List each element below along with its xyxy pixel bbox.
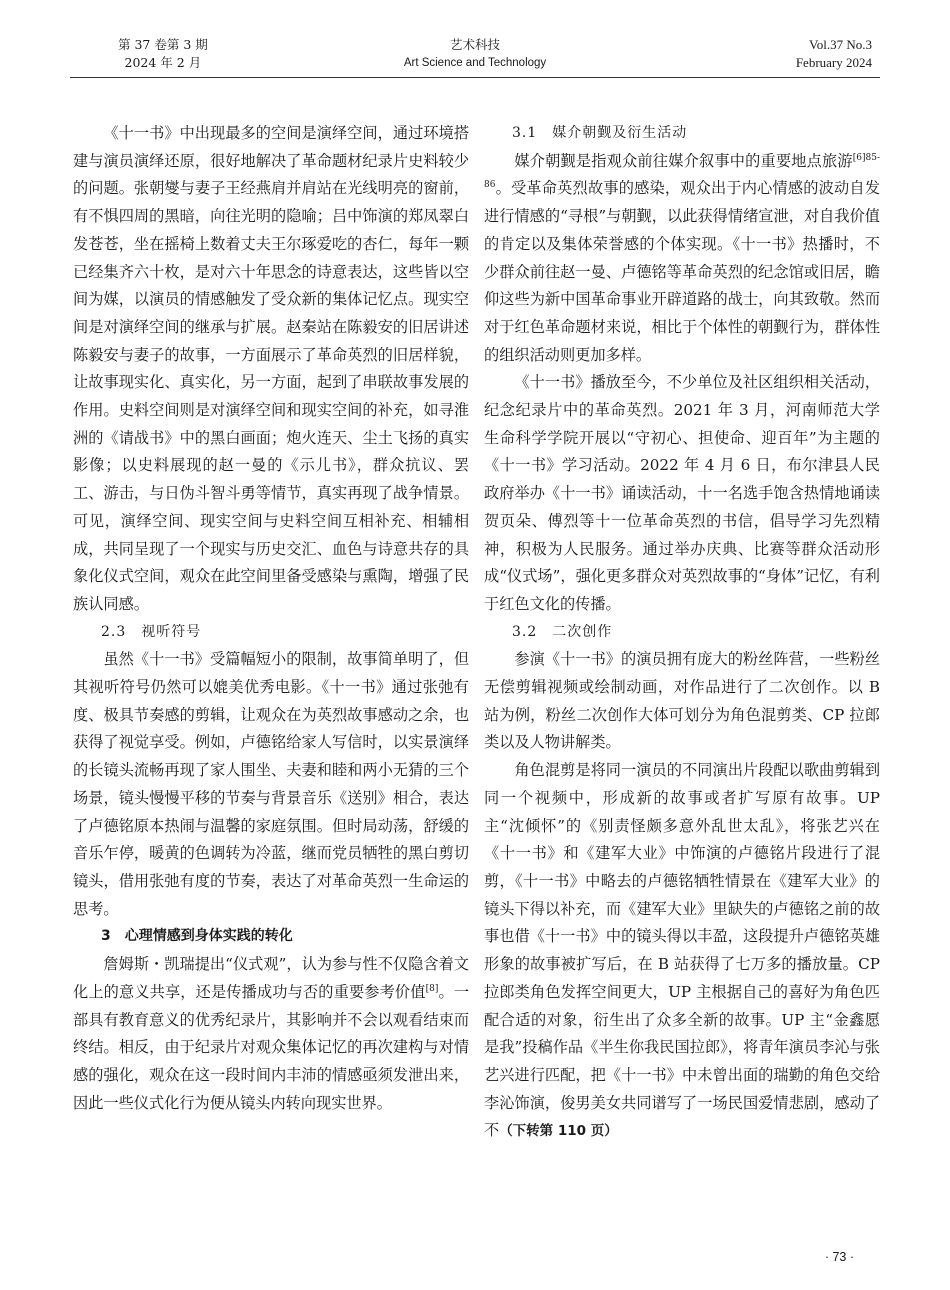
section-heading-3: 3 心理情感到身体实践的转化: [101, 928, 293, 945]
volume-issue: 第 37 卷第 3 期: [118, 37, 208, 52]
page-header: [70, 36, 880, 76]
issue-date: 2024 年 2 月: [124, 55, 202, 70]
paragraph: 参演《十一书》的演员拥有庞大的粉丝阵营，一些粉丝无偿剪辑视频或绘制动画，对作品进行了二次创作。以 B 站为例，粉丝二次创作大体可划分为角色混剪类、CP 拉郎类以及人物讲解类。: [484, 650, 880, 752]
citation-ref: [6]85-86: [484, 152, 880, 191]
continued-note: （下转第 110 页）: [499, 1123, 618, 1140]
paragraph-text: 詹姆斯・凯瑞提出“仪式观”，认为参与性不仅隐含着文化上的意义共享，还是传播成功与否的重要参考价值: [73, 955, 469, 1001]
paragraph-text: 。一部具有教育意义的优秀纪录片，其影响并不会以观看结束而终结。相反，由于纪录片对观众集体记忆的再次建构与对情感的强化，观众在这一段时间内丰沛的情感亟须发泄出来，因此一些仪式化行为便从镜头内转向现实世界。: [73, 982, 470, 1112]
journal-title-en: Art Science and Technology: [403, 57, 547, 69]
header-rule: [70, 77, 880, 78]
section-heading-2-3: 2.3 视听符号: [101, 623, 202, 640]
journal-title: [70, 36, 880, 72]
paragraph: [484, 757, 880, 1146]
paragraph-text: 。受革命英烈故事的感染，观众出于内心情感的波动自发进行情感的“寻根”与朝觐，以此获得情绪宣泄，对自我价值的肯定以及集体荣誉感的个体实现。《十一书》热播时，不少群众前往赵一曼、卢德铭等革命英烈的纪念馆或旧居，瞻仰这些为新中国革命事业开辟道路的战士，向其致敬。然而对于红色革命题材来说，相比于个体性的朝觐行为，群体性的组织活动则更加多样。: [484, 179, 880, 364]
journal-issue-en: [796, 36, 872, 72]
paragraph: 《十一书》中出现最多的空间是演绎空间，通过环境搭建与演员演绎还原，很好地解决了革命题材纪录片史料较少的问题。张朝燮与妻子王经燕肩并肩站在光线明亮的窗前，有不惧四周的黑暗，向往光明的隐喻；吕中饰演的郑凤翠白发苍苍，坐在摇椅上数着丈夫王尔琢爱吃的杏仁，每年一颗已经集齐六十枚，是对六十年思念的诗意表达，这些皆以空间为媒，以演员的情感触发了受众新的集体记忆点。现实空间是对演绎空间的继承与扩展。赵秦站在陈毅安的旧居讲述陈毅安与妻子的故事，一方面展示了革命英烈的旧居样貌，让故事现实化、真实化，另一方面，起到了串联故事发展的作用。史料空间则是对演绎空间和现实空间的补充，如寻淮洲的《请战书》中的黑白画面；炮火连天、尘土飞扬的真实影像；以史料展现的赵一曼的《示儿书》，群众抗议、罢工、游击，与日伪斗智斗勇等情节，真实再现了战争情景。可见，演绎空间、现实空间与史料空间互相补充、相辅相成，共同呈现了一个现实与历史交汇、血色与诗意共存的具象化仪式空间，观众在此空间里备受感染与熏陶，增强了民族认同感。: [73, 124, 469, 613]
issue-date-en: February 2024: [795, 55, 872, 70]
paragraph-text: 角色混剪是将同一演员的不同演出片段配以歌曲剪辑到同一个视频中，形成新的故事或者扩写原有故事。UP 主“沈倾怀”的《别责怪颇多意外乱世太乱》，将张艺兴在《十一书》和《建军大业》中饰演的卢德铭片段进行了混剪，《十一书》中略去的卢德铭牺牲情景在《建军大业》的镜头下得以补充，而《建军大业》里缺失的卢德铭之前的故事也借《十一书》中的镜头得以丰盈，这段提升卢德铭英雄形象的故事被扩写后，在 B 站获得了七万多的播放量。CP 拉郎类角色发挥空间更大，UP 主根据自己的喜好为角色匹配合适的对象，衍生出了众多全新的故事。UP 主“金鑫愿是我”投稿作品《半生你我民国拉郎》，将青年演员李沁与张艺兴进行匹配，把《十一书》中未曾出面的瑞勤的角色交给李沁饰演，俊男美女共同谱写了一场民国爱情悲剧，感动了不: [484, 761, 880, 1140]
section-heading-3-1: 3.1 媒介朝觐及衍生活动: [512, 125, 688, 141]
paragraph: 《十一书》播放至今，不少单位及社区组织相关活动，纪念纪录片中的革命英烈。2021 年 3 月，河南师范大学生命科学学院开展以“守初心、担使命、迎百年”为主题的《十一书》学习活动。2022 年 4 月 6 日，布尔津县人民政府举办《十一书》诵读活动，十一名选手饱含热情地诵读贺页朵、傅烈等十一位革命英烈的书信，倡导学习先烈精神，积极为人民服务。通过举办庆典、比赛等群众活动形成“仪式场”，强化更多群众对英烈故事的“身体”记忆，有利于红色文化的传播。: [484, 373, 880, 613]
paragraph: 虽然《十一书》受篇幅短小的限制，故事简单明了，但其视听符号仍然可以媲美优秀电影。《十一书》通过张弛有度、极具节奏感的剪辑，让观众在为英烈故事感动之余，也获得了视觉享受。例如，卢德铭给家人写信时，以实景演绎的长镜头流畅再现了家人围坐、夫妻和睦和两小无猜的三个场景，镜头慢慢平移的节奏与背景音乐《送别》相合，表达了卢德铭原本热闹与温馨的家庭氛围。但时局动荡，舒缓的音乐乍停，暖黄的色调转为冷蓝，继而党员牺牲的黑白剪切镜头，借用张弛有度的节奏，表达了对革命英烈一生命运的思考。: [73, 650, 469, 918]
page-number: · 73 ·: [824, 1250, 854, 1264]
paragraph: [484, 148, 880, 370]
left-column: [73, 120, 469, 1117]
section-heading-3-2: 3.2 二次创作: [512, 623, 613, 640]
paragraph-text: 媒介朝觐是指观众前往媒介叙事中的重要地点旅游: [514, 151, 853, 170]
volume-issue-en: Vol.37 No.3: [809, 37, 872, 52]
paragraph: [73, 951, 469, 1117]
right-column: [484, 120, 880, 1146]
journal-title-cn: 艺术科技: [449, 37, 500, 52]
citation-ref: [8]: [425, 983, 439, 994]
